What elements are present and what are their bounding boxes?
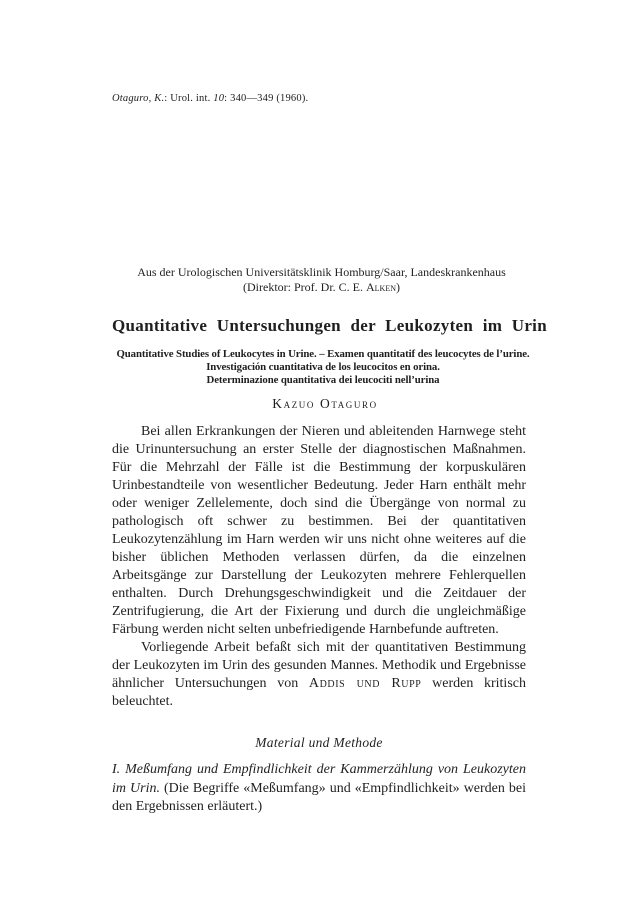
- method-lead: I. Meßumfang und Empfindlichkeit der Kammerzählung von Leukozyten im Urin.: [112, 762, 526, 796]
- citation-pages: : 340—349 (1960).: [224, 93, 309, 104]
- translated-titles: [108, 348, 538, 387]
- citation-journal: : Urol. int.: [164, 93, 214, 104]
- institution-block: [86, 265, 557, 295]
- subtitle-es: Investigación cuantitativa de los leucocitos en orina.: [206, 361, 440, 373]
- subtitle-en-fr: Quantitative Studies of Leukocytes in Urine. – Examen quantitatif des leucocytes de l’urine.: [116, 348, 530, 360]
- citation-author: Otaguro, K.: [112, 93, 165, 104]
- director-line: (Direktor: Prof. Dr. C. E. Alken): [243, 280, 400, 294]
- citation-volume: 10: [213, 93, 225, 104]
- introduction-text: [112, 423, 526, 711]
- subtitle-it: Determinazione quantitativa dei leucociti nell’urina: [206, 374, 440, 386]
- author-name: Kazuo Otaguro: [272, 396, 378, 411]
- section-heading: Material und Methode: [255, 735, 383, 750]
- paragraph-2: Vorliegende Arbeit befaßt sich mit der quantitativen Bestimmung der Leukozyten im Urin des gesunden Mannes. Methodik und Ergebnisse ähnlicher Untersuchungen von Addis und Rupp werden kritisch beleuchtet.: [112, 640, 526, 709]
- method-paragraph: [112, 761, 526, 817]
- paragraph-1: Bei allen Erkrankungen der Nieren und ableitenden Harnwege steht die Urinuntersuchung an erster Stelle der diagnostischen Maßnahmen. Für die Mehrzahl der Fälle ist die Bestimmung der korpuskulären Urinbestandteile von wesentlicher Bedeutung. Jeder Harn enthält mehr oder weniger Zellelemente, doch sind die Übergänge von normal zu pathologisch oft schwer zu bestimmen. Bei der quantitativen Leukozytenzählung im Harn werden wir uns nicht ohne weiteres auf die bisher üblichen Methoden verlassen dürfen, da die einzelnen Arbeitsgänge zur Darstellung der Leukozyten mehrere Fehlerquellen enthalten. Durch Drehungsgeschwindigkeit und die Zeitdauer der Zentrifugierung, die Art der Fixierung und durch die ungleichmäßige Färbung werden nicht selten unbefriedigende Harnbefunde auftreten.: [112, 424, 526, 637]
- referenced-authors: Addis und Rupp: [308, 676, 422, 691]
- institution-line: Aus der Urologischen Universitätsklinik Homburg/Saar, Landeskrankenhaus: [137, 265, 506, 279]
- director-name: Alken: [365, 280, 396, 294]
- paper-title: Quantitative Untersuchungen der Leukozyten im Urin: [112, 316, 547, 335]
- method-rest: (Die Begriffe «Meßumfang» und «Empfindlichkeit» werden bei den Ergebnissen erläutert.): [112, 780, 526, 814]
- citation: [112, 93, 308, 104]
